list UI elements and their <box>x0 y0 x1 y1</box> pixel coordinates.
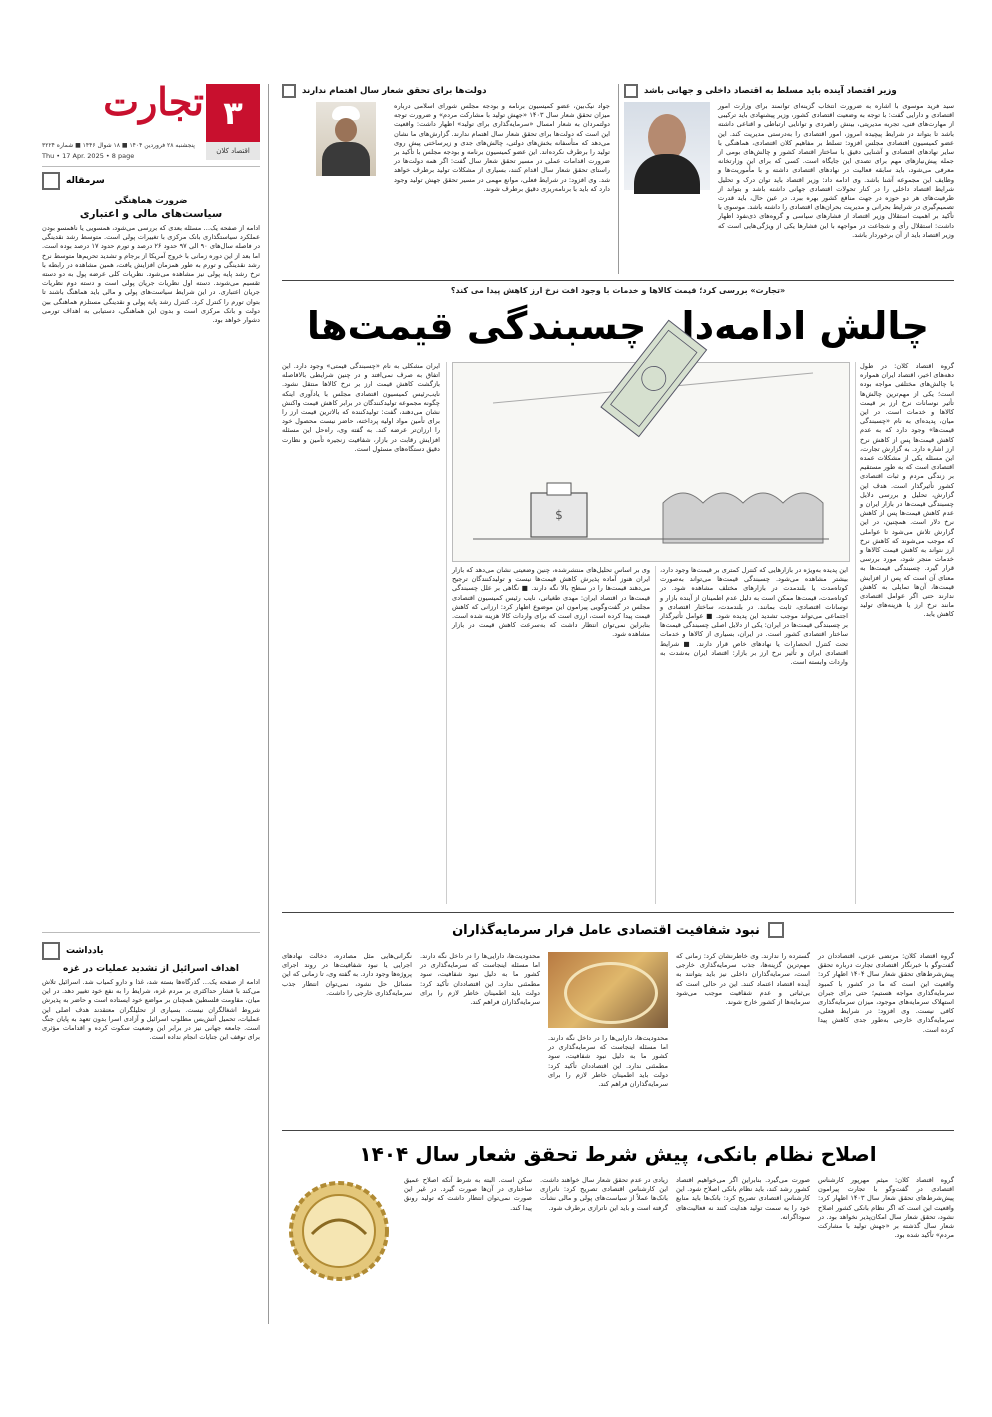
top-right-body: سید فرید موسوی با اشاره به ضرورت انتخاب گزینه‌ای توانمند برای وزارت امور اقتصادی و دارایی گفت: با توجه به وضعیت اقتصادی کشور، وزیر پیشنهادی باید ترکیبی از مهارت‌های فنی، تجربه مدیریتی، بینش راهبردی و توانایی ارتباطی و اقناعی داشته باشد تا بتواند در شرایط پیچیده امروز، امور اقتصادی را به‌درستی مدیریت کند. این عضو کمیسیون اقتصادی مجلس افزود: تسلط بر مفاهیم کلان اقتصادی، هماهنگی با سایر نهادهای اقتصادی و آشنایی دقیق با ساختار اقتصاد کشور و چالش‌های بومی از جمله پیش‌نیازهای مهم برای تصدی این جایگاه است. کسی که برای این وزارتخانه معرفی می‌شود، باید سابقه فعالیت در نهادهای اقتصادی داشته و با مأموریت‌ها و وظایف این مجموعه آشنا باشد. وی ادامه داد: وزیر اقتصاد باید توان درک و تحلیل شرایط اقتصاد داخلی را در کنار تحولات اقتصادی جهانی داشته باشد و بتواند از ظرفیت‌های هر دو حوزه در جهت منافع کشور بهره ببرد. در عین حال، باید قدرت تصمیم‌گیری در شرایط بحرانی و مدیریت بحران‌های اقتصادی را داشته باشد. موسوی با تأکید بر اهمیت استقلال وزیر اقتصاد از فشارهای سیاسی و گروه‌های ذی‌نفوذ اظهار داشت: استقلال رأی و شجاعت در مواجهه با این فشارها یکی از ویژگی‌هایی است که وزیر اقتصاد باید از آن برخوردار باشد. <box>715 102 955 239</box>
mid-article-header <box>282 922 954 938</box>
bottom-col-3: زیادی در عدم تحقق شعار سال خواهند داشت. این کارشناس اقتصادی تصریح کرد: ناترازی بانک‌ها عملاً از سیاست‌های پولی و مالی نشأت گرفته است و باید این ناترازی برطرف شود. <box>537 1176 668 1212</box>
section-box-icon <box>768 922 784 938</box>
portrait-photo <box>624 102 710 190</box>
mid-article-title: نبود شفافیت اقتصادی عامل فرار سرمایه‌گذاران <box>452 922 760 938</box>
mid-col-4: نگرانی‌هایی مثل مصادره، دخالت نهادهای اجرایی یا نبود شفافیت‌ها در روند اجرای پروژه‌ها وجود دارد. به گفته وی، تا زمانی که این مسائل حل نشود، نمی‌توان انتظار جذب سرمایه‌گذاری خارجی را داشت. <box>279 952 412 997</box>
bottom-col-2: صورت می‌گیرد. بنابراین اگر می‌خواهیم اقتصاد کشور رشد کند، باید نظام بانکی اصلاح شود. این کارشناس اقتصادی تصریح کرد: بانک‌ها باید منابع خود را به سمت تولید هدایت کنند نه فعالیت‌های سوداگرانه. <box>673 1176 811 1221</box>
bottom-col-4: سکن است. البته به شرط آنکه اصلاح عمیق ساختاری در آن‌ها صورت گیرد. در غیر این صورت نمی‌توان انتظار داشت که تولید رونق پیدا کند. <box>401 1176 532 1212</box>
section-label: اقتصاد کلان <box>206 142 260 160</box>
main-col-3: وی بر اساس تحلیل‌های منتشرشده، چنین وضعیتی نشان می‌دهد که بازار ایران هنوز آماده پذیرش کاهش قیمت‌ها نیست و تولیدکنندگان ترجیح می‌دهند قیمت‌ها را در سطح بالا نگه دارند. ■ نگاهی بر علل چسبندگی قیمت‌ها در اقتصاد ایران: مهدی طغیانی، نایب رئیس کمیسیون اقتصادی مجلس در گفت‌وگویی پیرامون این موضوع اظهار کرد: ارزانی که کاهش قیمت پیدا کرده است، ارزی است که برای واردات کالا هزینه شده است. بنابراین نمی‌توان انتظار داشت که به‌سرعت کاهش قیمت در بازار مشاهده شود. <box>449 566 651 639</box>
note-title: اهداف اسرائیل از تشدید عملیات در غزه <box>63 964 239 974</box>
top-right-article <box>624 84 954 274</box>
section-box-icon <box>282 84 296 98</box>
editorial-kicker: ضرورت هماهنگی <box>114 196 188 206</box>
section-box-icon <box>42 172 60 190</box>
page-number-badge: ۳ <box>206 84 260 142</box>
cartoon <box>452 362 850 562</box>
cartoon-drawing <box>453 363 849 561</box>
mid-col-2: گسترده را ندارند. وی خاطرنشان کرد: زمانی که مهم‌ترین گزینه‌ها، جذب سرمایه‌گذاری خارجی است، سرمایه‌گذاران داخلی نیز باید بتوانند به آینده اقتصاد اعتماد کنند. این در حالی است که بی‌ثباتی و عدم شفافیت موجب می‌شود سرمایه‌ها از کشور خارج شوند. <box>673 952 810 1007</box>
top-left-title: دولت‌ها برای تحقق شعار سال اهتمام ندارند <box>302 86 487 96</box>
editorial-body: ادامه از صفحه یک… مسئله بعدی که بررسی می‌شود، همسویی یا ناهمسو بودن عملکرد سیاستگذاری بانک مرکزی با تغییرات پولی است. متوسط رشد نقدینگی در فاصله سال‌های ۹۰ الی ۹۷ حدود ۲۶ درصد و تورم حدود ۱۷ درصد بوده است. اما بعد از این دوره زمانی با خروج آمریکا از برجام و تشدید تحریم‌ها متوسط نرخ رشد نقدینگی و تورم به طور همزمان افزایش یافت، همین مشاهده در رابطه با نرخ رشد پایه پولی نیز مشاهده می‌شود. نظریات کلی عرضه پول به دو دسته تقسیم می‌شوند. دسته اول نظریات جریان پولی است و دسته دوم نظریات جریان اعتباری. در این شرایط سیاست‌های پولی و مالی باید هماهنگ باشند تا بتوان تورم را کنترل کرد. کنترل رشد پایه پولی و نقدینگی مستلزم هماهنگی بین دولت و بانک مرکزی است و بدون این هماهنگی، دستیابی به اهداف تورمی دشوار خواهد بود. <box>39 224 261 325</box>
mid-col-3: محدودیت‌ها، دارایی‌ها را در داخل نگه دارند. اما مسئله اینجاست که سرمایه‌گذاری در کشور ما به دلیل نبود شفافیت، سود مطمئنی ندارد. این اقتصاددان تأکید کرد: دولت باید اطمینان خاطر لازم را برای سرمایه‌گذاران فراهم کند. <box>545 1034 669 1089</box>
seal-emblem <box>282 1176 396 1286</box>
seal-emblem-drawing <box>282 1176 396 1286</box>
note <box>39 942 261 1322</box>
note-label: یادداشت <box>66 946 104 956</box>
top-left-body: جواد نیک‌بین، عضو کمیسیون برنامه و بودجه مجلس شورای اسلامی درباره میزان تحقق شعار سال ۱۴۰۳ «جهش تولید با مشارکت مردم» و ضرورت توجه دولتمردان به شعار امسال «سرمایه‌گذاری برای تولید» اظهار داشت: واقعیت این است که دولت‌ها برای تحقق شعار سال اهتمام ندارند. گزارش‌های ما نشان می‌دهد که متأسفانه بخش‌های دولتی، چالش‌های جدی و زیرساختی پیش روی تولید را برطرف نکرده‌اند. این عضو کمیسیون برنامه و بودجه مجلس با تأکید بر ضرورت اقدامات عملی در مسیر تحقق شعار سال گفت: اگر همه دولت‌ها در راستای تحقق شعار سال اقدام کنند، بسیاری از مشکلات تولید برطرف خواهد شد. وی افزود: در شرایط فعلی، موانع مهمی در مسیر تحقق جهش تولید وجود دارد که باید با برنامه‌ریزی دقیق برطرف شوند. <box>391 102 611 193</box>
shopping-photo <box>548 952 668 1028</box>
masthead <box>42 79 260 162</box>
date-line-fa: پنجشنبه ۲۸ فروردین ۱۴۰۴ ■ ۱۸ شوال ۱۴۴۶ ■ شماره ۳۲۲۴ <box>42 142 195 149</box>
editorial-label: سرمقاله <box>66 176 105 186</box>
editorial-title: سیاست‌های مالی و اعتباری <box>79 208 223 220</box>
date-line-en: Thu • 17 Apr. 2025 • 8 page <box>42 152 135 160</box>
main-headline: چالش ادامه‌دار چسبندگی قیمت‌ها <box>306 304 930 348</box>
mid-col-1: گروه اقتصاد کلان: مرتضی عزتی، اقتصاددان در گفت‌وگو با خبرنگار اقتصادی تجارت درباره تحقق پیش‌شرط‌های تحقق شعار سال ۱۴۰۴ اظهار کرد: واقعیت این است که ما در کشور با کمبود سرمایه‌گذاری مواجه هستیم؛ حتی برای جبران استهلاک سرمایه‌های موجود، میزان سرمایه‌گذاری کافی نیست. وی افزود: در شرایط فعلی، سرمایه‌گذاری خارجی به‌طور جدی کاهش پیدا کرده است. <box>815 952 954 1034</box>
svg-text:$: $ <box>555 508 563 522</box>
section-box-icon <box>42 942 60 960</box>
bottom-article-title: اصلاح نظام بانکی، پیش شرط تحقق شعار سال ۱۴۰۴ <box>359 1142 877 1166</box>
main-kicker: «تجارت» بررسی کرد؛ قیمت کالاها و خدمات با وجود افت نرخ ارز کاهش پیدا می کند؟ <box>450 286 786 295</box>
cleric-photo <box>316 102 376 176</box>
main-col-2: این پدیده به‌ویژه در بازارهایی که کنترل کمتری بر قیمت‌ها وجود دارد، بیشتر مشاهده می‌شود. چسبندگی قیمت‌ها می‌تواند به‌صورت کوتاه‌مدت یا بلندمدت در بازارهای مختلف مشاهده شود. در کوتاه‌مدت، قیمت‌ها ممکن است به دلیل عدم اطمینان از آینده بازار و نوسانات اقتصادی، ثابت بمانند. در بلندمدت، ساختار اقتصادی و اجتماعی می‌تواند موجب تشدید این پدیده شود. ■ عوامل تأثیرگذار بر چسبندگی قیمت‌ها در ایران: یکی از دلایل اصلی چسبندگی قیمت‌ها ساختار اقتصادی کشور است. در ایران، بسیاری از کالاها و خدمات تحت کنترل انحصارات یا نهادهای خاص قرار دارند. ■ شرایط اقتصادی ایران و تأثیر نرخ ارز بر بازار: اقتصاد ایران به‌شدت به واردات وابسته است. <box>657 566 848 667</box>
section-box-icon <box>624 84 638 98</box>
main-col-1: گروه اقتصاد کلان: در طول دهه‌های اخیر، اقتصاد ایران همواره با چالش‌های مختلفی مواجه بوده است؛ یکی از مهم‌ترین چالش‌ها تأثیر نوسانات نرخ ارز بر قیمت کالاها و خدمات است. در این میان، پدیده‌ای به نام «چسبندگی قیمت‌ها» وجود دارد که به عدم کاهش قیمت‌ها پس از کاهش نرخ ارز اشاره دارد. به گزارش تجارت، این مسئله یکی از مشکلات عمده اقتصادی است که به طور مستقیم بر زندگی مردم و ثبات اقتصادی کشور تأثیرگذار است. هدف این گزارش، تحلیل و بررسی دلایل چسبندگی قیمت‌ها در بازار ایران و عدم کاهش قیمت‌ها پس از کاهش نرخ دلار است. همچنین، در این گزارش تلاش می‌شود تا عواملی که موجب می‌شوند که کاهش نرخ ارز نتواند به کاهش قیمت کالاها و خدمات منجر شود، مورد بررسی قرار گیرد. چسبندگی قیمت‌ها به معنای آن است که پس از افزایش قیمت‌ها، آن‌ها تمایلی به کاهش ندارند حتی اگر عوامل اقتصادی مانند نرخ ارز یا هزینه‌های تولید کاهش یابد. <box>857 362 954 619</box>
editorial <box>39 172 261 928</box>
top-left-article <box>282 84 610 274</box>
mid-col-3b: محدودیت‌ها، دارایی‌ها را در داخل نگه دارند. اما مسئله اینجاست که سرمایه‌گذاری در کشور ما به دلیل نبود شفافیت، سود مطمئنی ندارد. این اقتصاددان تأکید کرد: دولت باید اطمینان خاطر لازم را برای سرمایه‌گذاران فراهم کند. <box>417 952 541 1007</box>
note-body: ادامه از صفحه یک… گذرگاه‌ها بسته شد، غذا و دارو کمیاب شد. اسرائیل تلاش می‌کند با فشار حداکثری بر مردم غزه، شرایط را به نفع خود تغییر دهد. در این میان، مقاومت فلسطین همچنان بر مواضع خود ایستاده است و حاضر به پذیرش شروط اشغالگران نیست. بسیاری از تحلیلگران معتقدند هدف اصلی این عملیات، تحمیل آتش‌بس مطلوب اسرائیل و آزادی اسرا بدون تعهد به پایان جنگ است. جامعه جهانی نیز در برابر این وضعیت سکوت کرده و اقدامات مؤثری برای توقف این جنایات انجام نداده است. <box>39 978 261 1042</box>
bottom-col-1: گروه اقتصاد کلان: میثم مهرپور کارشناس اقتصادی در گفت‌وگو با تجارت پیرامون پیش‌شرط‌های تحقق شعار سال ۱۴۰۳ اظهار کرد: واقعیت این است که اگر نظام بانکی کشور اصلاح نشود، تحقق شعار سال امکان‌پذیر نخواهد بود. در شعار سال گذشته بر «جهش تولید با مشارکت مردم» تأکید شده بود. <box>815 1176 955 1240</box>
logo: تجارت <box>103 79 204 124</box>
main-col-4: ایران مشکلی به نام «چسبندگی قیمتی» وجود دارد. این اتفاق به صرف نمی‌افتد و در چنین شرایطی بالافاصله بازگشت کاهش قیمت ارز بر نرخ کالاها منتقل نشود. نایب‌رئیس کمیسیون اقتصادی مجلس با یادآوری اینکه چگونه مجموعه تولیدکنندگان در برابر کاهش قیمت واکنش نشان می‌دهند، گفت: تولیدکننده که بالاترین قیمت ارز را برای تأمین مواد اولیه پرداخته، حاضر نیست محصول خود را ارزان‌تر عرضه کند. به گفته وی، راه‌حل این مسئله افزایش رقابت در بازار، شفافیت زنجیره تأمین و نظارت دقیق دستگاه‌های مسئول است. <box>279 362 440 453</box>
top-right-title: وزیر اقتصاد آینده باید مسلط به اقتصاد داخلی و جهانی باشد <box>644 86 897 96</box>
